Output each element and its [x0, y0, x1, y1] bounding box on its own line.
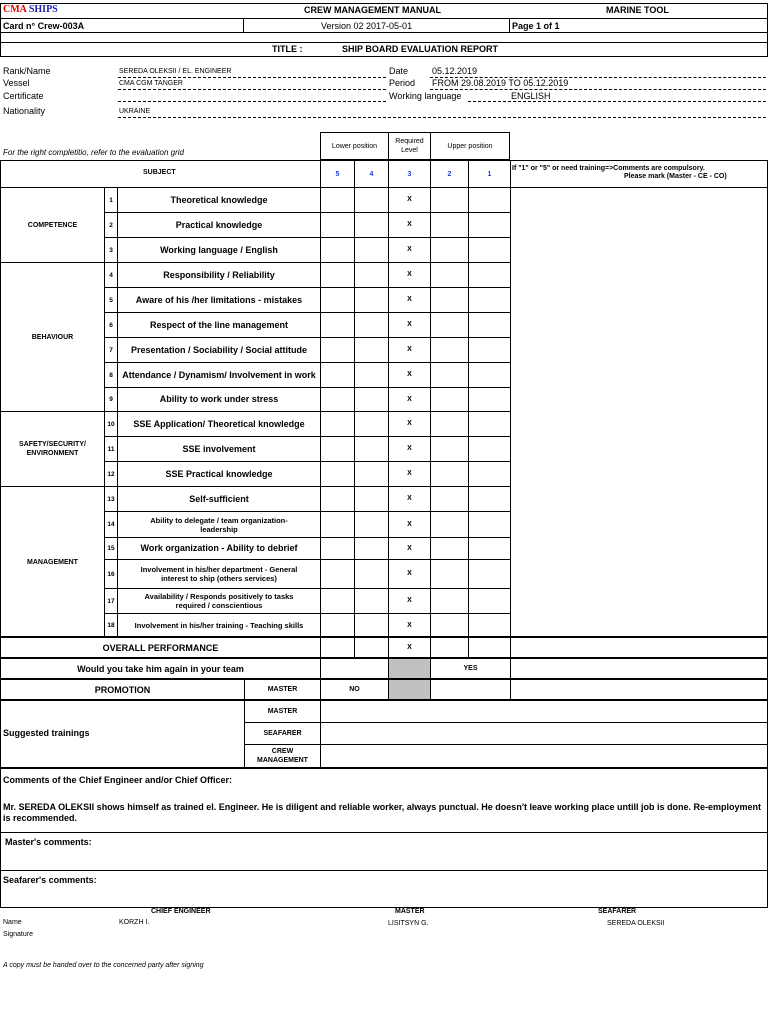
item-label: [118, 614, 320, 637]
nationality-value: UKRAINE: [119, 108, 151, 115]
item-label: [118, 487, 320, 511]
logo-cma: CMA: [3, 4, 27, 15]
item-number: 8: [109, 371, 113, 379]
item-label: [118, 238, 320, 262]
item-mark: X: [407, 420, 412, 427]
item-number: 7: [109, 346, 113, 354]
category-management: MANAGEMENT: [27, 558, 78, 566]
item-label-line1: SSE Application/ Theoretical knowledge: [133, 418, 305, 429]
item-mark: X: [407, 597, 412, 604]
category-safety: [1, 412, 104, 486]
training-seafarer: SEAFARER: [263, 730, 302, 737]
item-number: 9: [109, 396, 113, 403]
promotion-label: PROMOTION: [94, 684, 151, 695]
item-mark: X: [407, 221, 412, 228]
item-label-line1: Working language / English: [160, 244, 278, 255]
category-behaviour: BEHAVIOUR: [31, 333, 74, 341]
item-number: 18: [107, 622, 115, 629]
item-label: [118, 263, 320, 287]
sig-chief-engineer-header: CHIEF ENGINEER: [151, 908, 211, 915]
grid-column-5: 5: [335, 170, 340, 178]
name-label: Name: [3, 919, 22, 926]
grid-column-4: 4: [369, 170, 374, 178]
master-name: LISITSYN G.: [388, 920, 429, 927]
marine-tool: MARINE TOOL: [606, 5, 669, 15]
item-mark: X: [407, 621, 412, 629]
item-number: 5: [109, 296, 113, 304]
item-mark: X: [407, 271, 412, 278]
training-master: MASTER: [267, 708, 298, 715]
item-label: [118, 313, 320, 337]
item-number: 4: [109, 271, 113, 279]
item-label-line1: Attendance / Dynamism/ Involvement in work: [122, 369, 316, 380]
item-label: [118, 412, 320, 436]
chief-name: KORZH I.: [119, 919, 150, 926]
logo-ships: SHIPS: [28, 4, 58, 15]
item-label-line1: Aware of his /her limitations - mistakes: [135, 294, 303, 305]
item-mark: X: [407, 570, 412, 577]
category-safety-line1: SAFETY/SECURITY/: [19, 441, 86, 448]
nationality-label: Nationality: [3, 106, 46, 116]
item-number: 15: [107, 545, 115, 552]
sig-master-header: MASTER: [395, 908, 425, 915]
item-label-line1: Respect of the line management: [149, 319, 289, 330]
card-number: Card n° Crew-003A: [3, 21, 85, 31]
item-label: [118, 437, 320, 461]
item-number: 10: [107, 420, 115, 428]
company-logo: [3, 4, 58, 15]
item-number: 14: [107, 521, 115, 528]
item-number: 16: [107, 570, 115, 578]
item-number: 11: [107, 445, 115, 453]
item-label: [118, 288, 320, 312]
signature-label: Signature: [3, 931, 33, 938]
item-mark: X: [407, 346, 412, 353]
item-mark: X: [407, 395, 412, 403]
rank-label: Rank/Name: [3, 66, 51, 76]
grid-column-1: 1: [487, 170, 492, 178]
language-label: Working language: [389, 91, 462, 101]
version: Version 02 2017-05-01: [321, 21, 413, 31]
promotion-answer: NO: [349, 686, 360, 693]
item-label-line1: Availability / Responds positively to tasks: [144, 592, 294, 601]
item-label-line2: leadership: [200, 524, 238, 534]
lower-position: Lower position: [331, 142, 378, 150]
rank-value: SEREDA OLEKSII / EL. ENGINEER: [119, 68, 232, 75]
item-number: 6: [109, 321, 113, 329]
item-label-line1: Practical knowledge: [175, 219, 263, 230]
sig-seafarer-header: SEAFARER: [598, 908, 637, 915]
item-label: [118, 512, 320, 537]
item-label-line1: Responsibility / Reliability: [163, 269, 275, 280]
page-title: SHIP BOARD EVALUATION REPORT: [342, 44, 499, 54]
item-mark: X: [407, 196, 412, 203]
period-label: Period: [389, 78, 416, 88]
master-comments-label: Master's comments:: [5, 837, 92, 847]
item-number: 12: [107, 470, 115, 478]
item-label-line1: Ability to delegate / team organization-: [150, 515, 288, 525]
item-label: [118, 388, 320, 411]
vessel-value: CMA CGM TANGER: [119, 80, 183, 87]
seafarer-comments-label: Seafarer's comments:: [3, 875, 97, 885]
chief-comments-label: Comments of the Chief Engineer and/or Chief Officer:: [3, 775, 233, 785]
item-label-line1: Involvement in his/her department - General: [140, 565, 298, 574]
management-label: MANAGEMENT: [257, 757, 308, 764]
title-label: TITLE :: [272, 44, 303, 54]
item-label-line1: Involvement in his/her training - Teaching skills: [134, 621, 304, 630]
item-number: 1: [109, 196, 113, 204]
item-label: [118, 462, 320, 486]
seafarer-name: SEREDA OLEKSII: [607, 920, 665, 927]
comments-note-2: Please mark (Master - CE - CO): [624, 173, 727, 180]
manual-title: CREW MANAGEMENT MANUAL: [304, 5, 441, 15]
language-value: ENGLISH: [511, 91, 551, 101]
overall-performance-label: OVERALL PERFORMANCE: [102, 642, 219, 653]
upper-position: Upper position: [447, 142, 493, 150]
item-label: [118, 589, 320, 613]
item-label: [118, 213, 320, 237]
overall-mark: X: [407, 644, 412, 651]
category-competence: COMPETENCE: [27, 221, 78, 229]
item-mark: X: [407, 296, 412, 303]
item-label: [118, 560, 320, 588]
item-label-line2: interest to ship (others services): [161, 574, 277, 583]
promotion-who: MASTER: [267, 686, 298, 693]
page-number: Page 1 of 1: [512, 21, 560, 31]
item-label-line1: SSE Practical knowledge: [165, 468, 273, 479]
date-label: Date: [389, 66, 409, 76]
date-value: 05.12.2019: [432, 66, 478, 76]
item-label: [118, 338, 320, 362]
take-again-label: Would you take him again in your team: [77, 663, 244, 674]
chief-comments-text: Mr. SEREDA OLEKSII shows himself as trained el. Engineer. He is diligent and reliable worker, always punctual. He doesn't leave working place untill job is done. Re-employment is recommended.: [3, 802, 761, 823]
crew-label: CREW: [271, 748, 294, 755]
period-value: FROM 29.08.2019 TO 05.12.2019: [432, 78, 569, 88]
item-label-line1: Presentation / Sociability / Social attitude: [130, 344, 308, 355]
grid-column-3: 3: [407, 170, 412, 178]
item-label-line1: Theoretical knowledge: [170, 194, 268, 205]
item-label-line1: Work organization - Ability to debrief: [140, 543, 298, 553]
item-number: 17: [107, 597, 115, 605]
footer-note: A copy must be handed over to the concerned party after signing: [3, 962, 204, 969]
item-number: 13: [107, 495, 115, 503]
item-mark: X: [407, 544, 412, 552]
subject-header: SUBJECT: [143, 169, 176, 176]
item-mark: X: [407, 470, 412, 477]
item-label: [118, 363, 320, 387]
comments-note-1: If "1" or "5" or need training=>Comments are compulsory.: [512, 165, 705, 172]
suggested-trainings-label: Suggested trainings: [3, 728, 90, 738]
item-label-line2: required / conscientious: [175, 601, 263, 610]
item-label: [118, 188, 320, 212]
training-crew-management: [245, 745, 320, 767]
item-mark: X: [407, 371, 412, 378]
category-safety-line2: ENVIRONMENT: [26, 450, 79, 457]
item-number: 2: [109, 221, 113, 229]
item-number: 3: [109, 246, 113, 254]
vessel-label: Vessel: [3, 78, 30, 88]
item-label-line1: Ability to work under stress: [159, 394, 279, 404]
grid-note: For the right completitio, refer to the evaluation grid: [3, 148, 184, 157]
item-mark: X: [407, 445, 412, 452]
item-mark: X: [407, 520, 412, 528]
certificate-label: Certificate: [3, 91, 44, 101]
item-label-line1: SSE involvement: [182, 443, 256, 454]
grid-column-2: 2: [447, 170, 452, 178]
item-label-line1: Self-sufficient: [189, 493, 249, 504]
item-label: [118, 538, 320, 559]
required-level: Required Level: [395, 138, 424, 154]
take-again-answer: YES: [463, 665, 478, 672]
item-mark: X: [407, 246, 412, 253]
item-mark: X: [407, 495, 412, 502]
item-mark: X: [407, 321, 412, 328]
